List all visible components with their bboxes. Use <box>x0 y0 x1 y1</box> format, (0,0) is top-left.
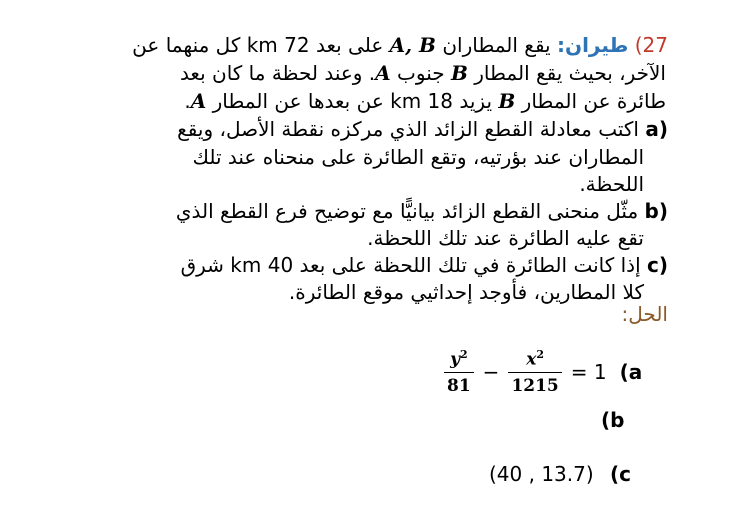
solution-c-value: (40 , 13.7) <box>489 462 594 486</box>
denominator: 81 <box>444 372 474 396</box>
problem-line-3 <box>184 88 666 114</box>
problem-text: يزيد 18 km عن بعدها عن المطار <box>206 89 499 113</box>
problem-text: جنوب <box>390 61 451 85</box>
variable-b: B <box>450 61 468 85</box>
exponent: 2 <box>536 347 544 361</box>
part-a-line-2 <box>193 144 645 170</box>
part-c-line-2 <box>289 279 644 305</box>
part-c-text: كلا المطارين، فأوجد إحداثيي موقع الطائرة. <box>288 280 644 304</box>
part-a-line-3 <box>579 171 644 197</box>
problem-number: 27) <box>634 33 668 57</box>
part-a-text: اللحظة. <box>579 172 644 196</box>
solution-a-equation <box>440 342 642 402</box>
denominator: 1215 <box>508 372 561 396</box>
solution-a-label: (a <box>619 360 643 384</box>
exponent: 2 <box>459 347 468 361</box>
minus-sign: − <box>482 360 500 384</box>
problem-text: على بعد 72 km كل منهما عن <box>132 33 390 57</box>
solution-heading: الحل: <box>621 302 668 326</box>
problem-line-2 <box>180 60 666 86</box>
solution-b-label: (b <box>601 408 625 432</box>
problem-text: يقع المطاران <box>435 33 551 57</box>
part-a-line-1 <box>177 116 668 142</box>
equals-one: = 1 <box>570 360 607 384</box>
part-c-label: c) <box>647 253 668 277</box>
fraction-y2-over-81 <box>444 348 474 397</box>
variable-b: B <box>498 89 516 113</box>
solution-c-answer <box>489 462 631 486</box>
part-b-label: b) <box>644 199 668 223</box>
fraction-x2-over-1215 <box>508 348 561 397</box>
variable-ab: A, B <box>389 33 436 57</box>
part-a-text: اكتب معادلة القطع الزائد الذي مركزه نقطة الأصل، ويقع <box>177 117 639 141</box>
problem-title: طيران: <box>557 33 629 57</box>
part-a-label: a) <box>645 117 668 141</box>
part-b-line-2 <box>367 225 644 251</box>
numerator-variable: y <box>450 349 460 370</box>
part-c-text: إذا كانت الطائرة في تلك اللحظة على بعد 40 km شرق <box>180 253 641 277</box>
numerator-variable: x <box>526 349 537 370</box>
problem-line-1 <box>132 32 668 58</box>
problem-text: . <box>184 89 191 113</box>
problem-text: . وعند لحظة ما كان بعد <box>179 61 376 85</box>
variable-a: A <box>375 61 391 85</box>
part-c-line-1 <box>181 252 668 278</box>
problem-text: طائرة عن المطار <box>515 89 666 113</box>
problem-text: الآخر، بحيث يقع المطار <box>467 61 666 85</box>
variable-a: A <box>190 89 207 113</box>
part-b-text: مثّل منحنى القطع الزائد بيانيًّا مع توضيح فرع القطع الذي <box>175 199 639 223</box>
part-b-text: تقع عليه الطائرة عند تلك اللحظة. <box>367 226 644 250</box>
part-b-line-1 <box>176 198 668 224</box>
part-a-text: المطاران عند بؤرتيه، وتقع الطائرة على منحناه عند تلك <box>192 145 644 169</box>
solution-c-label: (c <box>610 462 632 486</box>
